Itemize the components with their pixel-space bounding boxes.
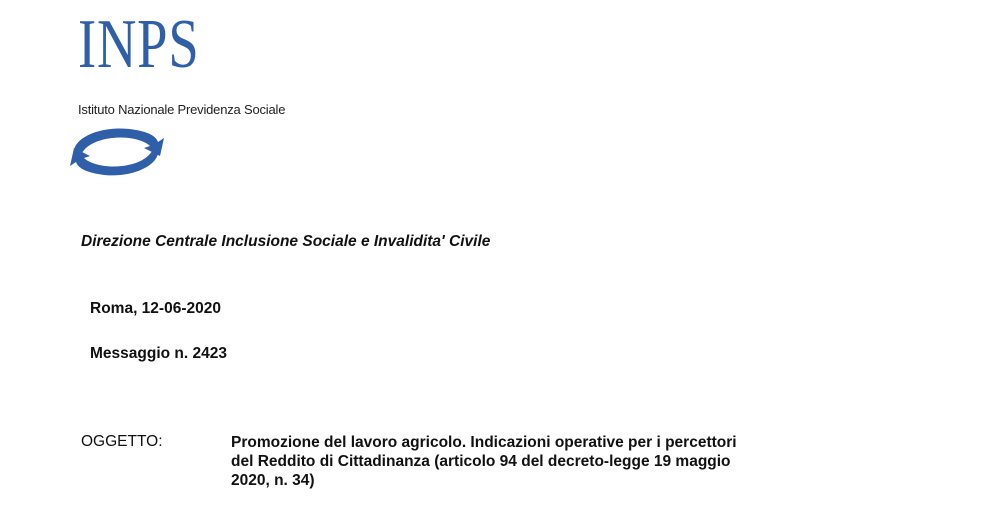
circular-arrows-icon — [66, 118, 166, 184]
logo-wordmark: INPS — [78, 6, 200, 83]
direzione-heading: Direzione Centrale Inclusione Sociale e Invalidita' Civile — [81, 233, 491, 250]
document-date: Roma, 12-06-2020 — [90, 300, 221, 317]
logo-subtitle: Istituto Nazionale Previdenza Sociale — [78, 102, 286, 117]
message-number: Messaggio n. 2423 — [90, 345, 227, 362]
subject-line: del Reddito di Cittadinanza (articolo 94 del decreto-legge 19 maggio — [231, 453, 731, 470]
subject-label: OGGETTO: — [81, 433, 163, 450]
subject-line: Promozione del lavoro agricolo. Indicazioni operative per i percettori — [231, 434, 737, 451]
inps-logo — [64, 8, 364, 188]
subject-line: 2020, n. 34) — [231, 472, 315, 489]
subject-text — [231, 433, 891, 490]
